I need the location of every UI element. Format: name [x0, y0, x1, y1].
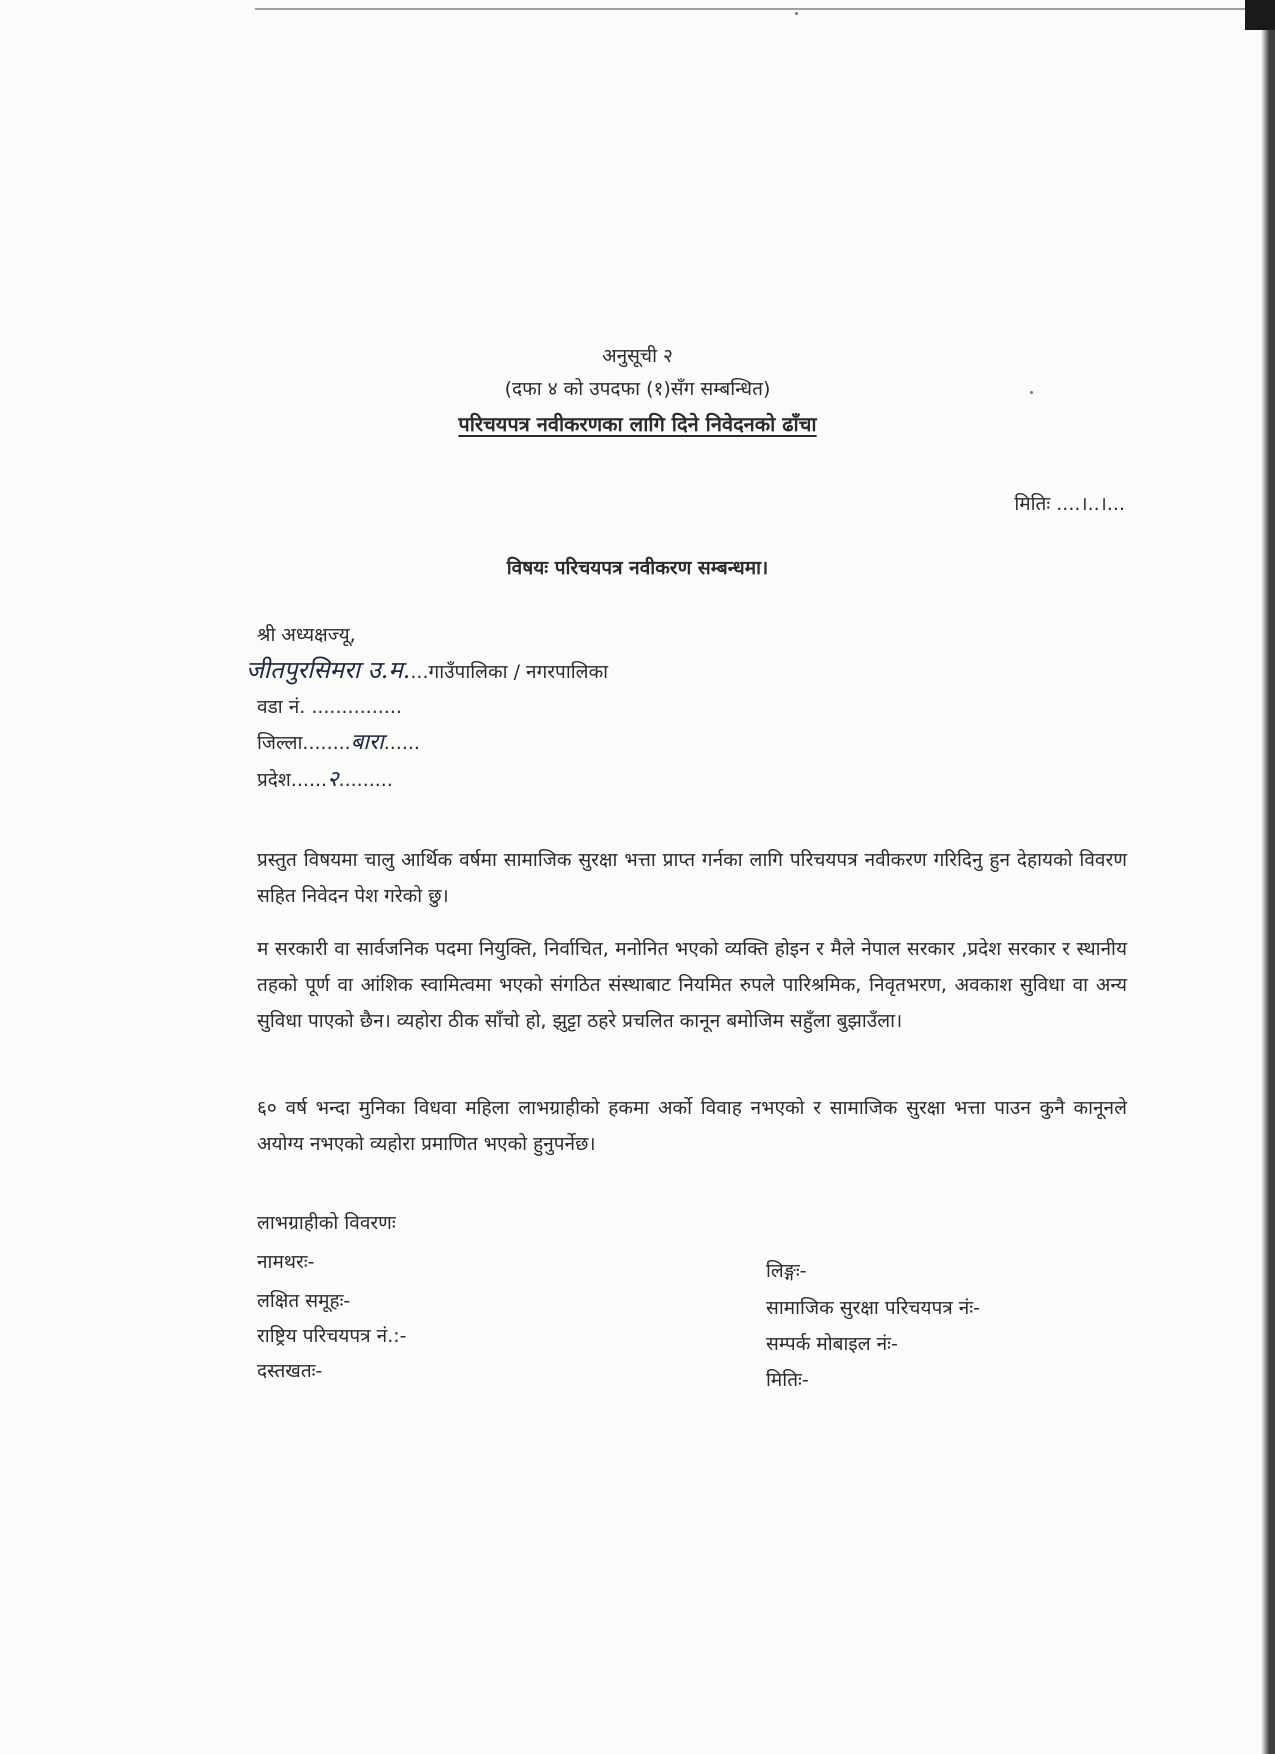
scan-corner: [1245, 0, 1275, 30]
annex-label: अनुसूची २: [602, 345, 673, 367]
municipality-suffix: गाउँपालिका / नगरपालिका: [428, 661, 609, 683]
national-id-field: राष्ट्रिय परिचयपत्र नं.:-: [257, 1325, 407, 1347]
province-dots-after: .........: [338, 769, 393, 791]
scan-edge-top: [255, 8, 1265, 10]
beneficiary-heading: लाभग्राहीको विवरणः: [257, 1212, 396, 1234]
district-handwritten: बारा: [350, 730, 384, 755]
subject-line: विषयः परिचयपत्र नवीकरण सम्बन्धमा।: [506, 557, 769, 579]
mobile-field: सम्पर्क मोबाइल नंः-: [766, 1333, 898, 1355]
district-dots-after: ......: [383, 732, 420, 754]
declaration-paragraph: म सरकारी वा सार्वजनिक पदमा नियुक्ति, निर्वाचित, मनोनित भएको व्यक्ति होइन र मैले नेपाल सरकार ,प्रदेश सरकार र स्थानीय तहको पूर्ण वा आंशिक स्वामित्वमा भएको संगठित संस्थाबाट नियमित रुपले पारिश्रमिक, निवृतभरण, अवकाश सुविधा वा अन्य सुविधा पाएको छैन। व्यहोरा ठीक साँचो हो, झुट्टा ठहरे प्रचलित कानून बमोजिम सहुँला बुझाउँला।: [257, 938, 1127, 1032]
scan-speck: [795, 12, 798, 15]
municipality-dots: ...: [410, 661, 429, 683]
district-dots-before: ........: [302, 732, 351, 754]
municipality-line: [246, 656, 608, 685]
signature-field: दस्तखतः-: [257, 1360, 323, 1382]
target-group-field: लक्षित समूहः-: [257, 1290, 351, 1312]
gender-field: लिङ्गः-: [766, 1260, 807, 1282]
district-label: जिल्ला: [257, 732, 303, 754]
social-security-id-field: सामाजिक सुरक्षा परिचयपत्र नंः-: [766, 1297, 981, 1319]
province-line: [257, 767, 393, 793]
request-paragraph: प्रस्तुत विषयमा चालु आर्थिक वर्षमा सामाजिक सुरक्षा भत्ता प्राप्त गर्नका लागि परिचयपत्र नवीकरण गरिदिनु हुन देहायको विवरण सहित निवेदन पेश गरेको छु।: [257, 849, 1127, 907]
name-field: नामथरः-: [257, 1251, 315, 1273]
section-reference: (दफा ४ को उपदफा (१)सँग सम्बन्धित): [504, 378, 771, 400]
scan-edge-right: [1261, 0, 1275, 1754]
district-line: [257, 730, 420, 756]
ward-line: वडा नं. ...............: [257, 696, 402, 718]
date-line: मितिः ....।..।...: [1014, 493, 1125, 515]
widow-note-paragraph: ६० वर्ष भन्दा मुनिका विधवा महिला लाभग्राहीको हकमा अर्को विवाह नभएको र सामाजिक सुरक्षा भत्ता पाउन कुनै कानूनले अयोग्य नभएको व्यहोरा प्रमाणित भएको हुनुपर्नेछ।: [257, 1097, 1127, 1155]
province-handwritten: २: [327, 767, 339, 792]
province-dots-before: ......: [290, 769, 328, 791]
salutation: श्री अध्यक्षज्यू,: [257, 624, 356, 646]
province-label: प्रदेश: [257, 769, 291, 791]
form-title: परिचयपत्र नवीकरणका लागि दिने निवेदनको ढाँचा: [458, 412, 817, 436]
date-field: मितिः-: [766, 1369, 809, 1391]
municipality-handwritten: जीतपुरसिमरा उ.म.: [246, 656, 411, 684]
